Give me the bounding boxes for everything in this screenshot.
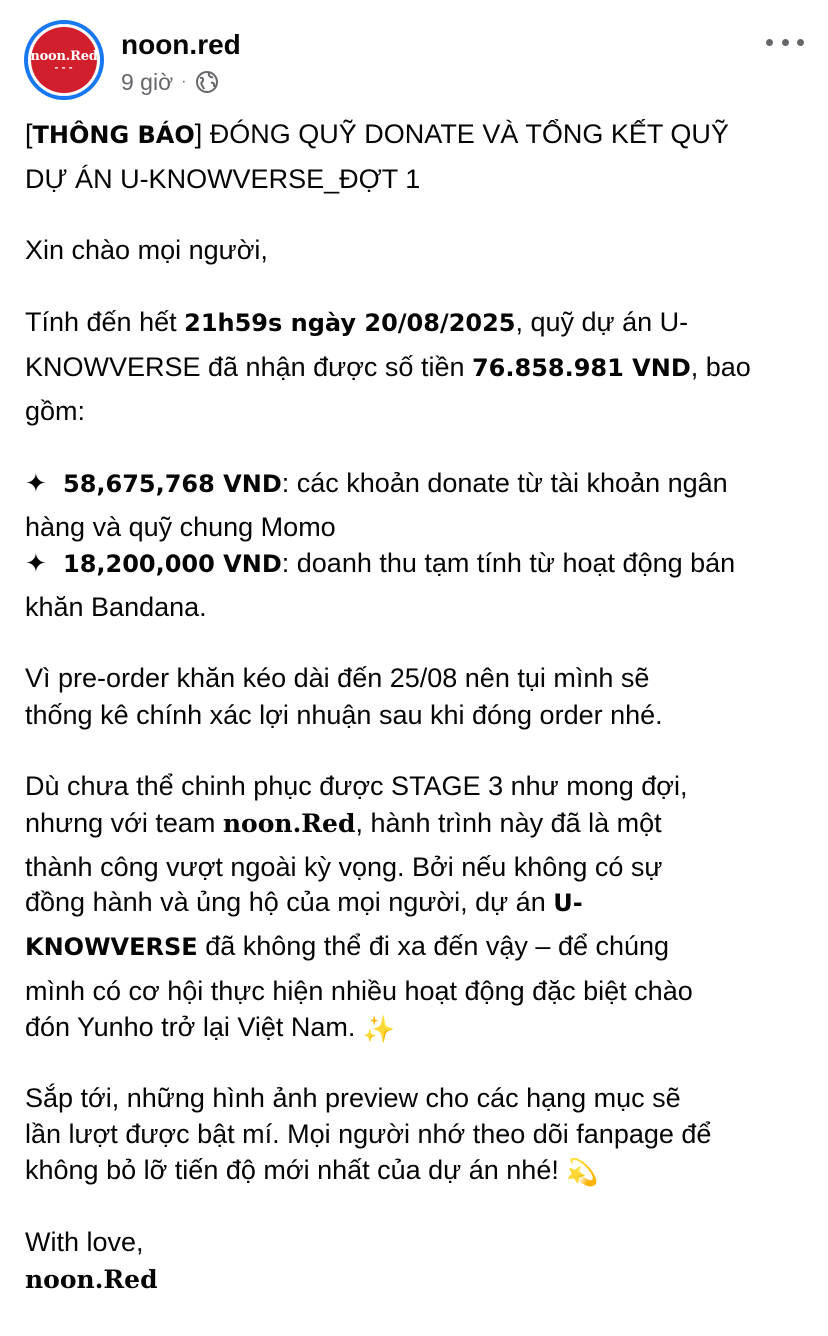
brand-name: noon.Red <box>25 1265 158 1294</box>
bullet-1-line-1: ✦ 58,675,768 VND: các khoản donate từ tài khoản ngân <box>25 461 728 505</box>
bullet-2-amount: 18,200,000 VND <box>63 550 282 578</box>
post-timestamp[interactable]: 9 giờ <box>121 68 174 95</box>
avatar-logo <box>31 27 97 93</box>
paragraph-3-line-1: Dù chưa thể chinh phục được STAGE 3 như mong đợi, <box>25 771 688 801</box>
bullet-2-line-2: khăn Bandana. <box>25 592 207 622</box>
meta-separator: · <box>181 73 187 90</box>
sparkle-star-icon: ✦ <box>25 548 47 578</box>
post-title-line-1: [THÔNG BÁO] ĐÓNG QUỸ DONATE VÀ TỔNG KẾT QUỸ <box>25 119 729 149</box>
page-avatar[interactable] <box>24 20 104 100</box>
sparkles-icon: ✨ <box>362 1014 396 1044</box>
paragraph-3-line-2: nhưng với team noon.Red, hành trình này đã là một <box>25 808 662 838</box>
brand-name: noon.Red <box>222 809 356 838</box>
deadline-datetime: 21h59s ngày 20/08/2025 <box>184 309 516 337</box>
avatar-brand-text: noon.Red <box>30 49 98 64</box>
paragraph-3-line-3: thành công vượt ngoài kỳ vọng. Bởi nếu không có sự <box>25 852 663 882</box>
paragraph-1-line-3: gồm: <box>25 396 86 426</box>
paragraph-1-line-2: KNOWVERSE đã nhận được số tiền 76.858.981 VND, bao <box>25 352 751 382</box>
dizzy-icon: 💫 <box>566 1157 599 1187</box>
post-meta <box>121 67 219 97</box>
signoff-line-1: With love, <box>25 1227 144 1257</box>
signoff-brand <box>25 1257 158 1301</box>
bullet-1-line-2: hàng và quỹ chung Momo <box>25 512 336 542</box>
sparkle-star-icon: ✦ <box>25 468 47 498</box>
bullet-2-line-1: ✦ 18,200,000 VND: doanh thu tạm tính từ hoạt động bán <box>25 541 735 585</box>
bullet-1-amount: 58,675,768 VND <box>63 470 282 498</box>
paragraph-1-line-1: Tính đến hết 21h59s ngày 20/08/2025, quỹ dự án U- <box>25 307 689 337</box>
more-options-icon[interactable] <box>766 36 804 48</box>
paragraph-4-line-1: Sắp tới, những hình ảnh preview cho các hạng mục sẽ <box>25 1083 681 1113</box>
announcement-tag: THÔNG BÁO <box>32 121 195 149</box>
project-name-end: KNOWVERSE <box>25 933 198 961</box>
paragraph-4-line-2: lần lượt được bật mí. Mọi người nhớ theo dõi fanpage để <box>25 1119 712 1149</box>
paragraph-3-line-7: đón Yunho trở lại Việt Nam. ✨ <box>25 1005 395 1049</box>
avatar-subtext: ▬ ▬ ▬ <box>54 65 74 70</box>
paragraph-2-line-2: thống kê chính xác lợi nhuận sau khi đóng order nhé. <box>25 700 663 730</box>
paragraph-3-line-5: KNOWVERSE đã không thể đi xa đến vậy – để chúng <box>25 931 670 961</box>
post-title-line-2: DỰ ÁN U-KNOWVERSE_ĐỢT 1 <box>25 164 421 194</box>
paragraph-2-line-1: Vì pre-order khăn kéo dài đến 25/08 nên tụi mình sẽ <box>25 663 650 693</box>
greeting: Xin chào mọi người, <box>25 235 268 265</box>
post-header <box>0 0 828 110</box>
globe-icon[interactable] <box>195 70 219 94</box>
paragraph-4-line-3: không bỏ lỡ tiến độ mới nhất của dự án nhé! 💫 <box>25 1148 599 1192</box>
project-name-start: U- <box>553 889 583 917</box>
total-amount: 76.858.981 VND <box>471 354 691 382</box>
paragraph-3-line-6: mình có cơ hội thực hiện nhiều hoạt động đặc biệt chào <box>25 976 693 1006</box>
paragraph-3-line-4: đồng hành và ủng hộ của mọi người, dự án U- <box>25 887 583 917</box>
page-name-link[interactable]: noon.red <box>121 29 241 60</box>
